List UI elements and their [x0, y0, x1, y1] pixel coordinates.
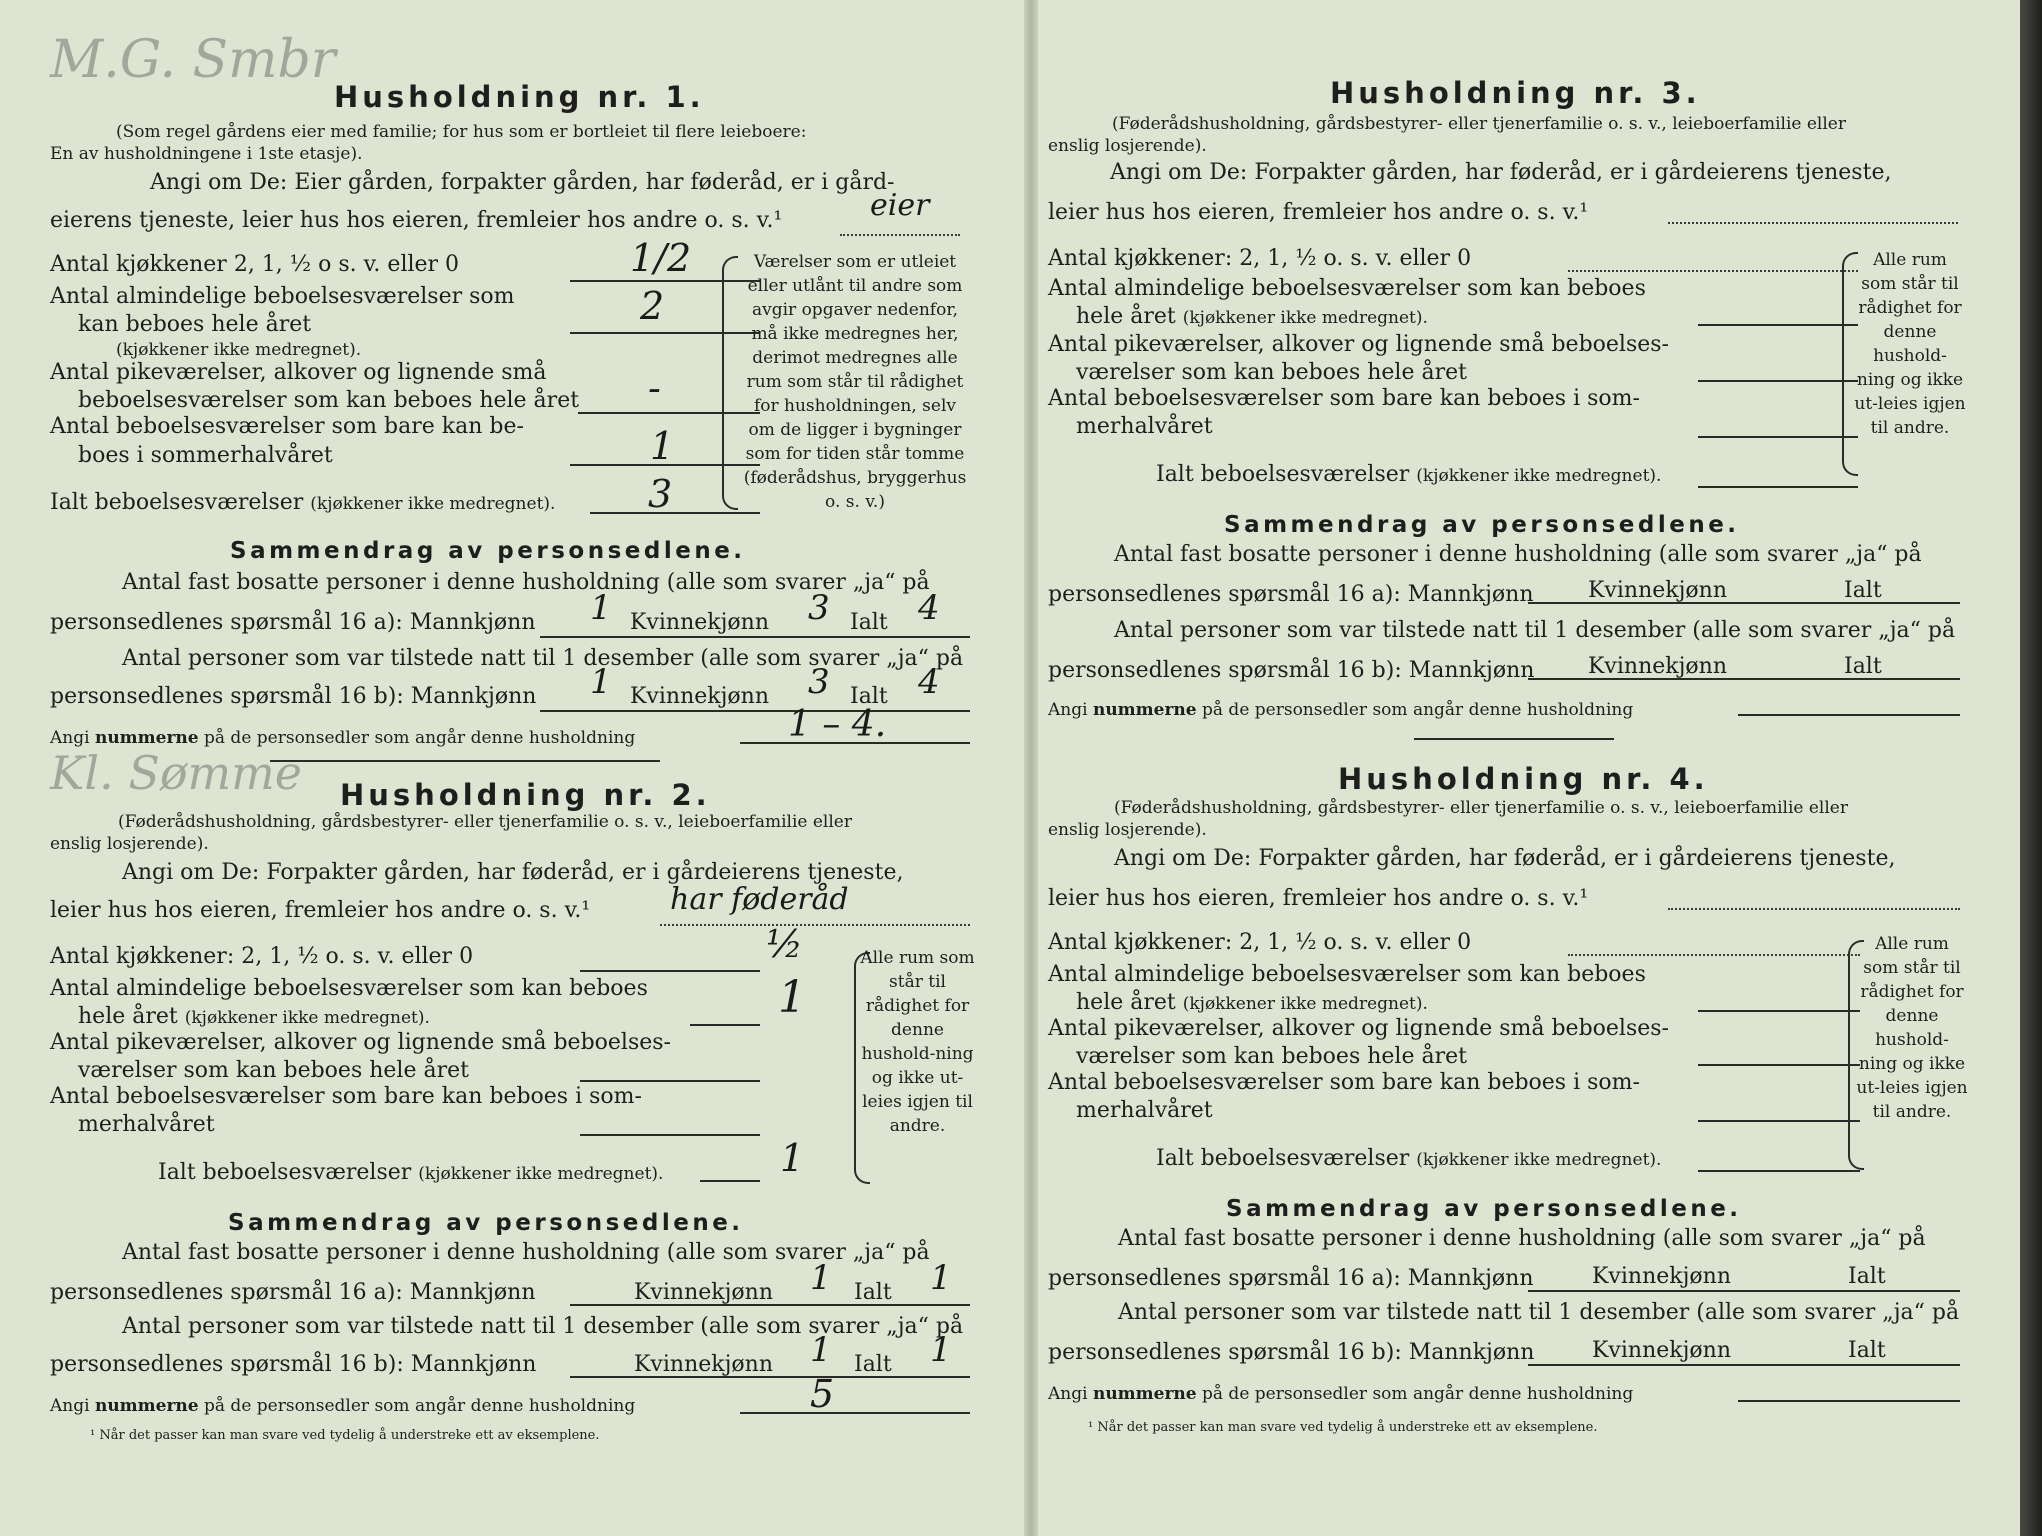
h1-sommer-1: Antal beboelsesværelser som bare kan be- [50, 414, 524, 439]
h2-angi-line [660, 924, 970, 926]
h2-alm-2 [78, 1004, 430, 1029]
h2-ialt-line [700, 1180, 760, 1182]
h4-fast-line [1528, 1290, 1960, 1292]
h1-fast-ialt: Ialt [850, 610, 888, 635]
footnote-right-text: Når det passer kan man svare ved tydelig å understreke ett av eksemplene. [1097, 1420, 1598, 1435]
h2-alm-1: Antal almindelige beboelsesværelser som kan beboes [50, 976, 648, 1001]
h3-nummer-c: på de personsedler som angår denne husholdning [1202, 700, 1634, 720]
h4-pike-line [1698, 1064, 1860, 1066]
h3-sommer-2: merhalvåret [1076, 414, 1213, 439]
h1-alm-3: (kjøkkener ikke medregnet). [116, 340, 362, 360]
h2-alm-val[interactable]: 1 [778, 972, 806, 1023]
h3-fast-2: personsedlenes spørsmål 16 a): Mannkjønn [1048, 582, 1534, 607]
h2-nummer-val[interactable]: 5 [810, 1372, 835, 1416]
h4-ialt-label: Ialt beboelsesværelser [1156, 1146, 1410, 1171]
scan-edge [2020, 0, 2042, 1536]
h3-til-line [1528, 678, 1960, 680]
h2-pike-line [580, 1080, 760, 1082]
h2-til-ialt: Ialt [854, 1352, 892, 1377]
h1-nummer-a: Angi [50, 728, 90, 748]
h1-ialt-small: (kjøkkener ikke medregnet). [310, 494, 556, 514]
h4-til-kvinne: Kvinnekjønn [1592, 1338, 1731, 1363]
h3-alm-1: Antal almindelige beboelsesværelser som kan beboes [1048, 276, 1646, 301]
h3-title: Husholdning nr. 3. [1330, 76, 1701, 110]
h1-sammendrag: Sammendrag av personsedlene. [230, 538, 746, 564]
h3-alm-2 [1076, 304, 1428, 329]
h4-til-2: personsedlenes spørsmål 16 b): Mannkjønn [1048, 1340, 1535, 1365]
h3-intro-2: enslig losjerende). [1048, 136, 1207, 156]
right-page [1048, 0, 1966, 1536]
h3-til-2: personsedlenes spørsmål 16 b): Mannkjønn [1048, 658, 1535, 683]
h1-til-line [540, 710, 970, 712]
h2-fast-kvinne: Kvinnekjønn [634, 1280, 773, 1305]
h4-fast-2: personsedlenes spørsmål 16 a): Mannkjønn [1048, 1266, 1534, 1291]
h1-fast-m[interactable]: 1 [590, 588, 612, 628]
h2-fast-k[interactable]: 1 [810, 1258, 832, 1298]
h3-sommer-1: Antal beboelsesværelser som bare kan beboes i som- [1048, 386, 1640, 411]
h1-alm-val[interactable]: 2 [640, 284, 665, 328]
h1-kjokkener-val[interactable]: 1/2 [630, 236, 692, 280]
h4-title: Husholdning nr. 4. [1338, 762, 1709, 796]
h2-nummer-c: på de personsedler som angår denne husholdning [204, 1396, 636, 1416]
h1-til-i[interactable]: 4 [918, 662, 940, 702]
h2-note: Alle rum som står til rådighet for denne hushold-ning og ikke ut-leies igjen til andre. [860, 948, 975, 1136]
h4-alm-1: Antal almindelige beboelsesværelser som kan beboes [1048, 962, 1646, 987]
h4-alm-2-text: hele året [1076, 990, 1176, 1015]
h4-sommer-2: merhalvåret [1076, 1098, 1213, 1123]
h3-kjokkener: Antal kjøkkener: 2, 1, ½ o. s. v. eller 0 [1048, 246, 1472, 271]
h1-fast-2: personsedlenes spørsmål 16 a): Mannkjønn [50, 610, 536, 635]
h1-intro-1: (Som regel gårdens eier med familie; for hus som er bortleiet til flere leieboere: [116, 122, 807, 142]
h2-sommer-2: merhalvåret [78, 1112, 215, 1137]
h4-fast-kvinne: Kvinnekjønn [1592, 1264, 1731, 1289]
h3-pike-2: værelser som kan beboes hele året [1076, 360, 1467, 385]
h2-alm-3: (kjøkkener ikke medregnet). [184, 1008, 430, 1028]
h3-separator [1414, 738, 1614, 740]
h2-til-1: Antal personer som var tilstede natt til 1 desember (alle som svarer „ja“ på [122, 1314, 964, 1339]
h1-angi-answer[interactable]: eier [870, 188, 930, 223]
h3-sammendrag: Sammendrag av personsedlene. [1224, 512, 1740, 538]
h1-til-1: Antal personer som var tilstede natt til 1 desember (alle som svarer „ja“ på [122, 646, 964, 671]
h2-angi-answer[interactable]: har føderåd [670, 882, 849, 917]
h2-ialt-label: Ialt beboelsesværelser [158, 1160, 412, 1185]
h3-pike-line [1698, 380, 1858, 382]
h4-angi-1: Angi om De: Forpakter gården, har føderåd, er i gårdeierens tjeneste, [1114, 846, 1896, 871]
h1-sommer-val[interactable]: 1 [650, 424, 675, 468]
h1-angi-line [840, 234, 960, 236]
h1-fast-1: Antal fast bosatte personer i denne husholdning (alle som svarer „ja“ på [122, 570, 930, 595]
h1-fast-k[interactable]: 3 [808, 588, 830, 628]
h1-pike-val[interactable]: - [648, 366, 661, 410]
h1-ialt [50, 490, 555, 515]
h3-ialt-label: Ialt beboelsesværelser [1156, 462, 1410, 487]
h3-note: Alle rum som står til rådighet for denne hushold-ning og ikke ut-leies igjen til andre. [1854, 250, 1966, 438]
h2-til-2: personsedlenes spørsmål 16 b): Mannkjønn [50, 1352, 537, 1377]
h3-nummer-a: Angi [1048, 700, 1088, 720]
h1-ialt-label: Ialt beboelsesværelser [50, 490, 304, 515]
h2-nummer-b: nummerne [94, 1396, 199, 1416]
h3-ialt-line [1698, 486, 1858, 488]
h2-sommer-line [580, 1134, 760, 1136]
left-page [50, 0, 975, 1536]
h4-fast-ialt: Ialt [1848, 1264, 1886, 1289]
h2-angi-1: Angi om De: Forpakter gården, har føderåd, er i gårdeierens tjeneste, [122, 860, 904, 885]
h1-til-ialt: Ialt [850, 684, 888, 709]
h4-sommer-line [1698, 1120, 1860, 1122]
h2-sommer-1: Antal beboelsesværelser som bare kan beboes i som- [50, 1084, 642, 1109]
h3-angi-2: leier hus hos eieren, fremleier hos andre o. s. v.¹ [1048, 200, 1589, 225]
h1-til-m[interactable]: 1 [590, 662, 612, 702]
h1-title: Husholdning nr. 1. [334, 80, 705, 114]
h1-pike-1: Antal pikeværelser, alkover og lignende små [50, 360, 547, 385]
footnote-left: ¹ Når det passer kan man svare ved tydelig å understreke ett av eksemplene. [90, 1428, 600, 1443]
h4-til-ialt: Ialt [1848, 1338, 1886, 1363]
h1-kjokkener: Antal kjøkkener 2, 1, ½ o s. v. eller 0 [50, 252, 460, 277]
h4-sammendrag: Sammendrag av personsedlene. [1226, 1196, 1742, 1222]
h4-kjokkener: Antal kjøkkener: 2, 1, ½ o. s. v. eller 0 [1048, 930, 1472, 955]
h4-til-line [1528, 1364, 1960, 1366]
h2-intro-2: enslig losjerende). [50, 834, 209, 854]
h4-intro-1: (Føderådshusholdning, gårdsbestyrer- eller tjenerfamilie o. s. v., leieboerfamilie eller [1114, 798, 1848, 818]
h2-til-line [570, 1376, 970, 1378]
h2-til-i[interactable]: 1 [930, 1330, 952, 1370]
h1-til-2: personsedlenes spørsmål 16 b): Mannkjønn [50, 684, 537, 709]
h2-kjokkener-val[interactable]: ½ [766, 922, 803, 966]
h1-pike-2: beboelsesværelser som kan beboes hele året [78, 388, 580, 413]
h2-alm-2-text: hele året [78, 1004, 178, 1029]
h1-fast-kvinne: Kvinnekjønn [630, 610, 769, 635]
h3-til-ialt: Ialt [1844, 654, 1882, 679]
h4-ialt [1156, 1146, 1661, 1171]
h1-fast-i[interactable]: 4 [918, 588, 940, 628]
footnote-left-text: Når det passer kan man svare ved tydelig å understreke ett av eksemplene. [99, 1428, 600, 1443]
h2-angi-2: leier hus hos eieren, fremleier hos andre o. s. v.¹ [50, 898, 591, 923]
h1-note: Værelser som er utleiet eller utlånt til andre som avgir opgaver nedenfor, må ikke medregnes her, derimot medregnes alle rum som står til rådighet for husholdningen, selv om de ligger i bygninger som for tiden står tomme (føderådshus, bryggerhus o. s. v.) [743, 252, 967, 512]
h2-fast-ialt: Ialt [854, 1280, 892, 1305]
h4-angi-2: leier hus hos eieren, fremleier hos andre o. s. v.¹ [1048, 886, 1589, 911]
h1-sommer-2: boes i sommerhalvåret [78, 443, 333, 468]
pencil-note-middle: Kl. Sømme [50, 746, 302, 800]
h2-alm-line [690, 1024, 760, 1026]
h4-ialt-line [1698, 1170, 1860, 1172]
h4-pike-2: værelser som kan beboes hele året [1076, 1044, 1467, 1069]
h3-angi-1: Angi om De: Forpakter gården, har føderåd, er i gårdeierens tjeneste, [1110, 160, 1892, 185]
h2-pike-1: Antal pikeværelser, alkover og lignende små beboelses- [50, 1030, 671, 1055]
h4-alm-line [1698, 1010, 1860, 1012]
h4-fast-1: Antal fast bosatte personer i denne husholdning (alle som svarer „ja“ på [1118, 1226, 1926, 1251]
h1-alm-1: Antal almindelige beboelsesværelser som [50, 284, 515, 309]
h2-sammendrag: Sammendrag av personsedlene. [228, 1210, 744, 1236]
h1-fast-line [540, 636, 970, 638]
h3-ialt [1156, 462, 1661, 487]
h1-nummer-c: på de personsedler som angår denne husholdning [204, 728, 636, 748]
h4-til-1: Antal personer som var tilstede natt til 1 desember (alle som svarer „ja“ på [1118, 1300, 1960, 1325]
h3-sommer-line [1698, 436, 1858, 438]
h4-angi-line [1668, 908, 1960, 910]
h3-nummer [1048, 700, 1633, 720]
h2-fast-2: personsedlenes spørsmål 16 a): Mannkjønn [50, 1280, 536, 1305]
h3-alm-2-text: hele året [1076, 304, 1176, 329]
h2-nummer [50, 1396, 635, 1416]
h4-pike-1: Antal pikeværelser, alkover og lignende små beboelses- [1048, 1016, 1669, 1041]
h3-nummer-line [1738, 714, 1960, 716]
h2-ialt-val[interactable]: 1 [780, 1136, 805, 1180]
h4-alm-2 [1076, 990, 1428, 1015]
h1-ialt-line [590, 512, 760, 514]
h1-angi-2: eierens tjeneste, leier hus hos eieren, fremleier hos andre o. s. v.¹ [50, 208, 783, 233]
h1-til-k[interactable]: 3 [808, 662, 830, 702]
h2-ialt-small: (kjøkkener ikke medregnet). [418, 1164, 664, 1184]
h1-nummer-line [740, 742, 970, 744]
h1-note-bracket [722, 256, 738, 510]
h2-nummer-line [740, 1412, 970, 1414]
h1-til-kvinne: Kvinnekjønn [630, 684, 769, 709]
pencil-note-top: M.G. Smbr [50, 30, 336, 90]
h1-intro-2: En av husholdningene i 1ste etasje). [50, 144, 363, 164]
h3-til-kvinne: Kvinnekjønn [1588, 654, 1727, 679]
h1-alm-2: kan beboes hele året [78, 312, 312, 337]
h1-ialt-val[interactable]: 3 [648, 472, 673, 516]
h4-kjokkener-line [1568, 954, 1860, 956]
h2-til-k[interactable]: 1 [810, 1330, 832, 1370]
h2-ialt [158, 1160, 663, 1185]
h4-sommer-1: Antal beboelsesværelser som bare kan beboes i som- [1048, 1070, 1640, 1095]
page-fold [1024, 0, 1038, 1536]
h2-kjokkener-line [580, 970, 760, 972]
h2-title: Husholdning nr. 2. [340, 778, 711, 812]
h2-intro-1: (Føderådshusholdning, gårdsbestyrer- eller tjenerfamilie o. s. v., leieboerfamilie eller [118, 812, 852, 832]
h3-fast-kvinne: Kvinnekjønn [1588, 578, 1727, 603]
h3-alm-3: (kjøkkener ikke medregnet). [1182, 308, 1428, 328]
h3-fast-ialt: Ialt [1844, 578, 1882, 603]
h3-angi-line [1668, 222, 1958, 224]
h2-fast-line [570, 1304, 970, 1306]
h4-alm-3: (kjøkkener ikke medregnet). [1182, 994, 1428, 1014]
h3-til-1: Antal personer som var tilstede natt til 1 desember (alle som svarer „ja“ på [1114, 618, 1956, 643]
h2-fast-1: Antal fast bosatte personer i denne husholdning (alle som svarer „ja“ på [122, 1240, 930, 1265]
h1-separator [270, 760, 660, 762]
footnote-right: ¹ Når det passer kan man svare ved tydelig å understreke ett av eksemplene. [1088, 1420, 1598, 1435]
h1-nummer [50, 728, 635, 748]
h3-nummer-b: nummerne [1092, 700, 1197, 720]
h3-fast-line [1528, 602, 1960, 604]
h4-nummer-b: nummerne [1092, 1384, 1197, 1404]
h3-intro-1: (Føderådshusholdning, gårdsbestyrer- eller tjenerfamilie o. s. v., leieboerfamilie eller [1112, 114, 1846, 134]
h2-nummer-a: Angi [50, 1396, 90, 1416]
h4-nummer [1048, 1384, 1633, 1404]
h3-fast-1: Antal fast bosatte personer i denne husholdning (alle som svarer „ja“ på [1114, 542, 1922, 567]
h1-angi-1: Angi om De: Eier gården, forpakter gården, har føderåd, er i gård- [150, 170, 895, 195]
h1-nummer-val[interactable]: 1 – 4. [788, 704, 887, 745]
h2-pike-2: værelser som kan beboes hele året [78, 1058, 469, 1083]
h2-fast-i[interactable]: 1 [930, 1258, 952, 1298]
h4-nummer-line [1738, 1400, 1960, 1402]
h3-kjokkener-line [1568, 270, 1858, 272]
h3-ialt-small: (kjøkkener ikke medregnet). [1416, 466, 1662, 486]
h4-nummer-a: Angi [1048, 1384, 1088, 1404]
h2-kjokkener: Antal kjøkkener: 2, 1, ½ o. s. v. eller 0 [50, 944, 474, 969]
h3-alm-line [1698, 324, 1858, 326]
h4-intro-2: enslig losjerende). [1048, 820, 1207, 840]
h1-nummer-b: nummerne [94, 728, 199, 748]
h4-ialt-small: (kjøkkener ikke medregnet). [1416, 1150, 1662, 1170]
h3-pike-1: Antal pikeværelser, alkover og lignende små beboelses- [1048, 332, 1669, 357]
h2-til-kvinne: Kvinnekjønn [634, 1352, 773, 1377]
h4-note: Alle rum som står til rådighet for denne hushold-ning og ikke ut-leies igjen til andre. [1856, 934, 1968, 1122]
h4-nummer-c: på de personsedler som angår denne husholdning [1202, 1384, 1634, 1404]
